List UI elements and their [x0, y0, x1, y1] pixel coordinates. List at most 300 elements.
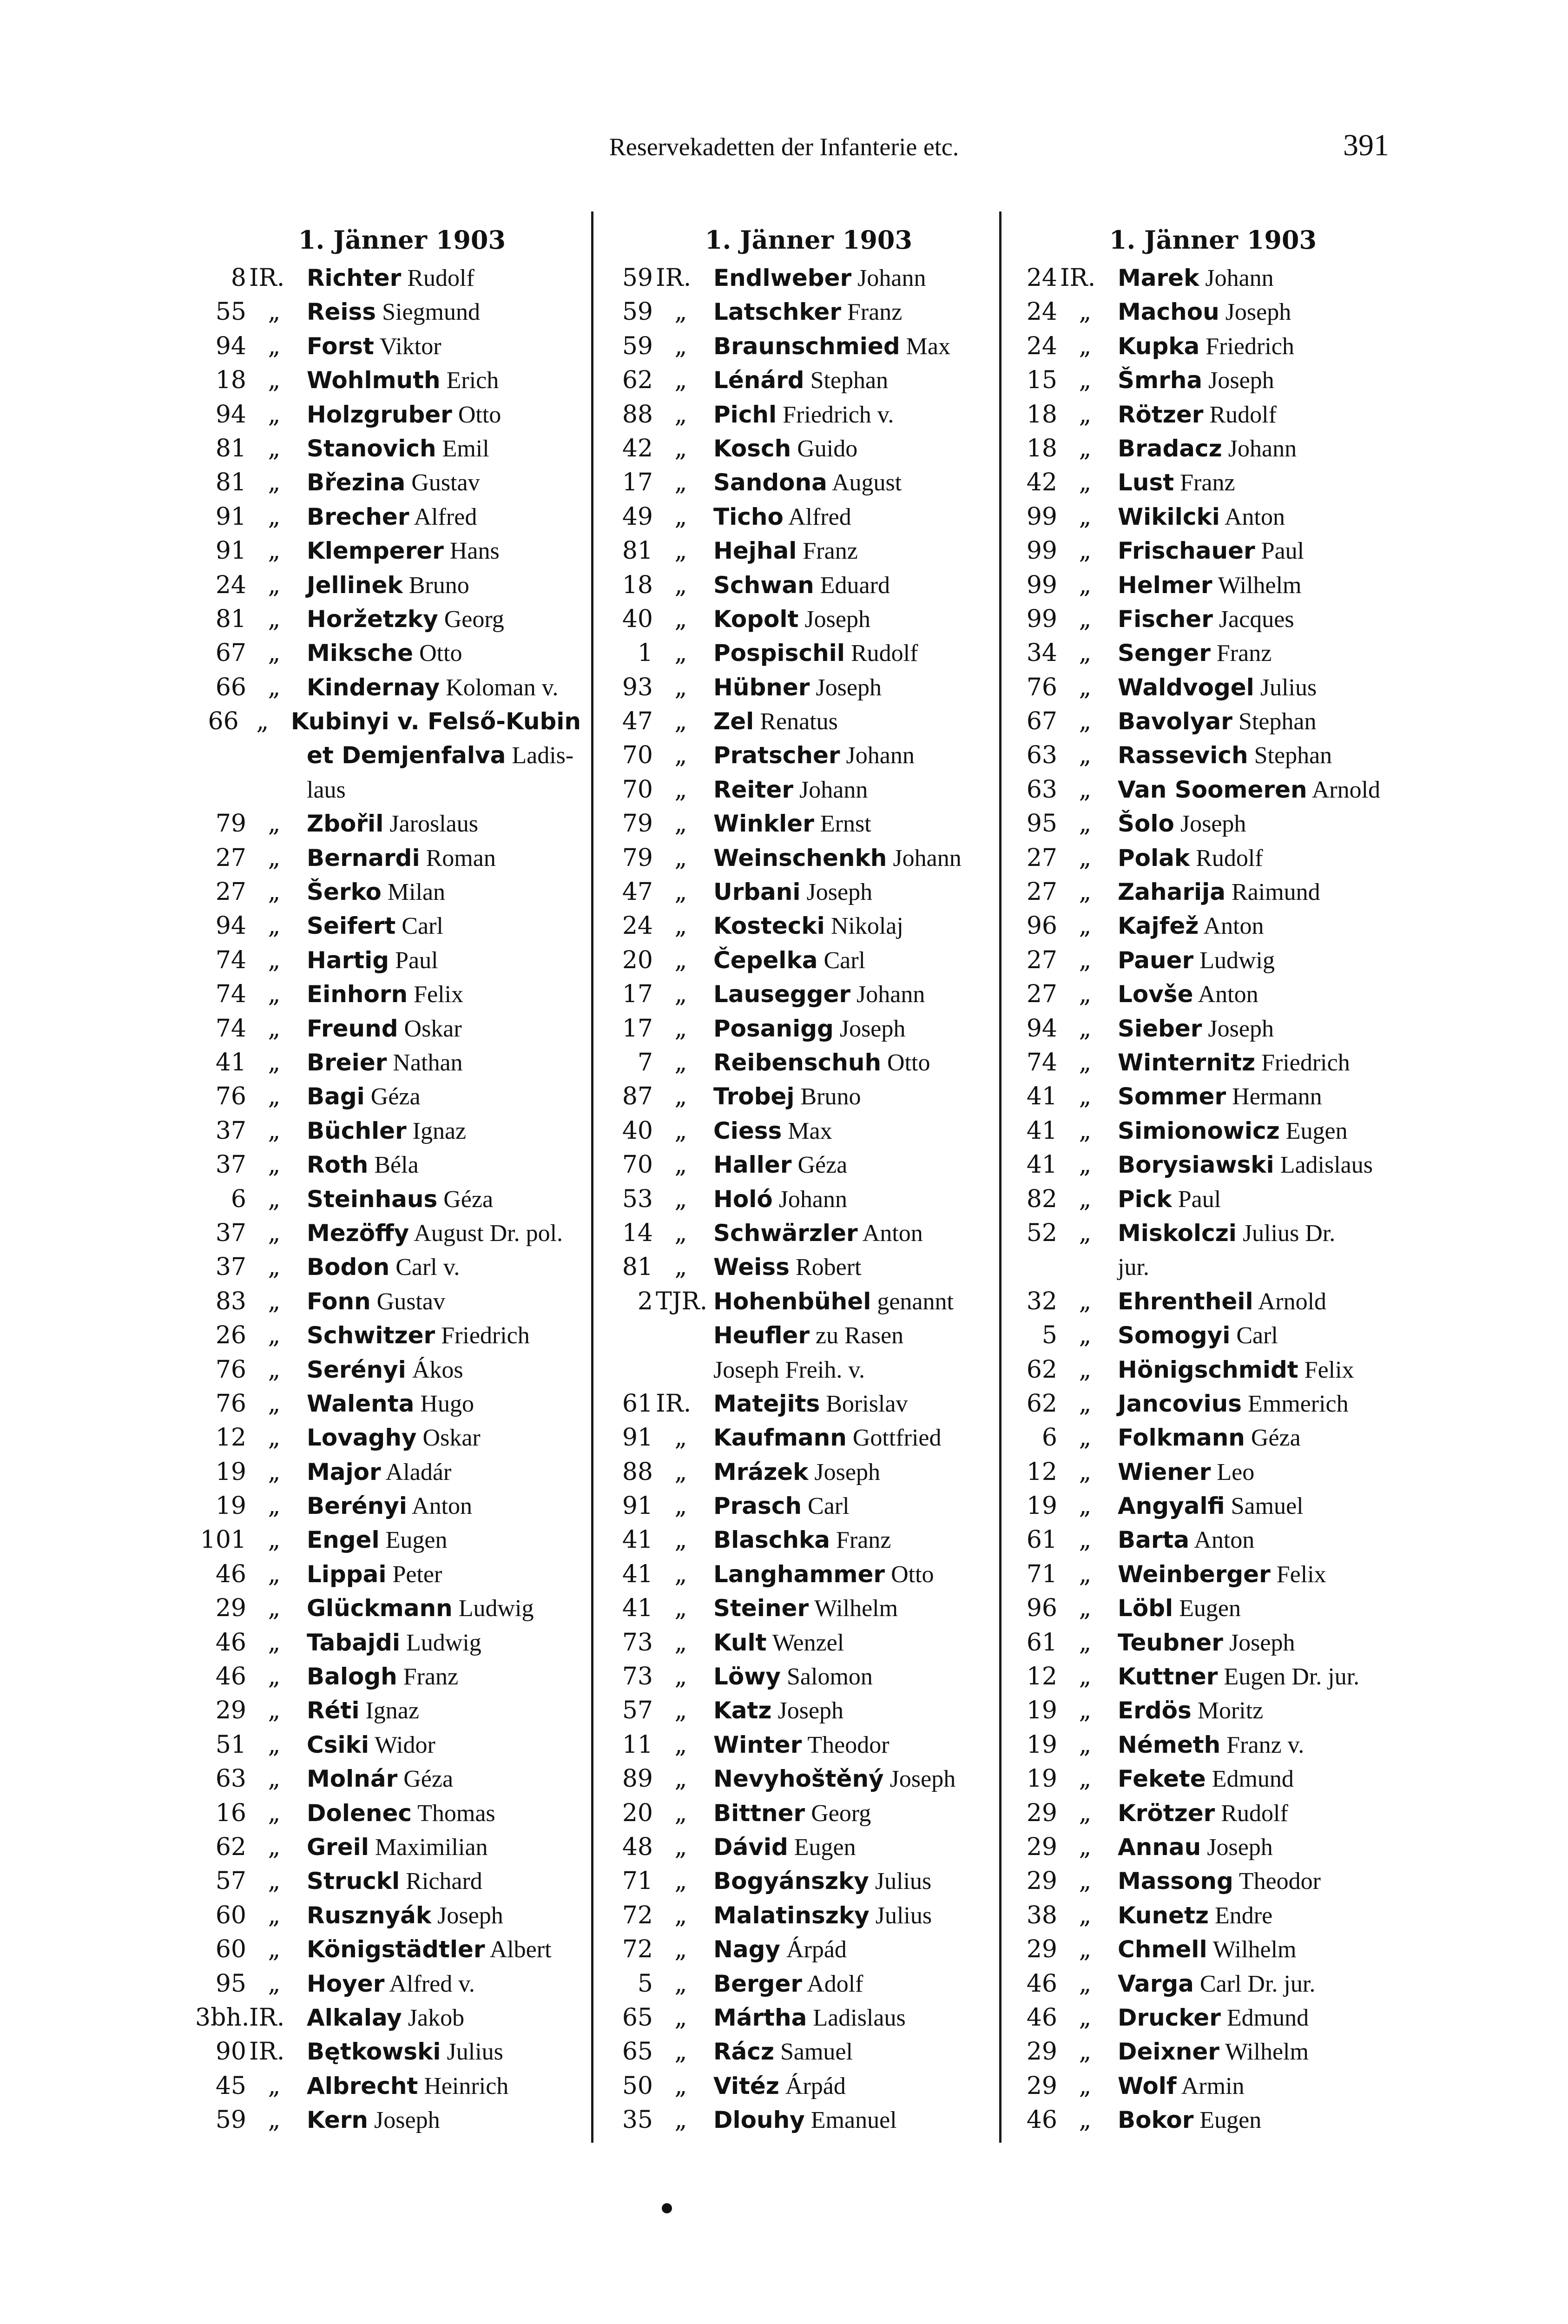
regiment-mark: „	[268, 1730, 281, 1759]
list-item	[195, 1660, 581, 1694]
regiment-mark: „	[674, 741, 687, 770]
list-item	[195, 1216, 581, 1250]
surname: Richter	[307, 264, 402, 291]
regiment-number: 1	[637, 639, 653, 667]
list-item	[602, 1933, 988, 1967]
given-name: Samuel	[774, 2039, 853, 2066]
regiment-mark: „	[674, 912, 687, 940]
list-item	[1006, 432, 1392, 466]
list-item	[195, 807, 581, 841]
regiment-mark: „	[674, 1185, 687, 1213]
person-name	[709, 739, 915, 772]
surname: Lovše	[1118, 981, 1193, 1008]
list-item	[1006, 636, 1392, 670]
regiment-mark: „	[268, 1014, 281, 1043]
surname: Balogh	[307, 1663, 397, 1690]
regiment-mark: „	[1079, 2038, 1092, 2066]
given-name: Alfred	[409, 503, 477, 530]
given-name: Erich	[440, 367, 499, 394]
given-name: Ludwig	[400, 1629, 481, 1656]
list-item	[195, 500, 581, 534]
regiment-number: 35	[622, 2106, 653, 2134]
list-item	[1006, 1046, 1392, 1080]
list-item	[602, 330, 988, 363]
regiment-mark: „	[1079, 502, 1092, 531]
person-name	[709, 295, 902, 329]
surname: Mrázek	[713, 1458, 809, 1486]
given-name: Adolf	[802, 1970, 863, 1997]
surname: Hartig	[307, 946, 389, 974]
given-name: Felix	[1270, 1561, 1326, 1588]
regiment-number	[195, 739, 246, 772]
regiment-number: 52	[1026, 1219, 1057, 1247]
regiment-mark	[653, 1319, 709, 1353]
surname: Einhorn	[307, 981, 408, 1008]
regiment-number: 76	[215, 1083, 246, 1111]
given-name: Joseph	[798, 606, 870, 633]
regiment-number: 6	[1041, 1424, 1057, 1452]
regiment-number: 19	[215, 1458, 246, 1486]
given-name: Carl	[817, 947, 865, 974]
list-item	[602, 875, 988, 909]
list-item	[1006, 739, 1392, 772]
given-name: Joseph	[1202, 367, 1274, 394]
given-name: Johann	[850, 981, 925, 1008]
surname: Waldvogel	[1118, 673, 1254, 701]
given-name: Rudolf	[844, 640, 918, 667]
list-item	[602, 1455, 988, 1489]
given-name: Otto	[413, 640, 462, 667]
person-name	[709, 1728, 889, 1762]
surname: Vitéz	[713, 2072, 779, 2100]
list-item	[1006, 1216, 1392, 1250]
regiment-number: 55	[215, 298, 246, 326]
given-name: Joseph	[808, 1459, 880, 1486]
regiment-mark: „	[1079, 1048, 1092, 1076]
regiment-mark: „	[1079, 1867, 1092, 1895]
list-item	[195, 2103, 581, 2137]
regiment-mark: „	[268, 946, 281, 974]
list-item	[602, 261, 988, 295]
list-item	[1006, 1148, 1392, 1182]
given-name: Georg	[805, 1800, 871, 1827]
person-name	[709, 2069, 846, 2103]
list-item	[195, 330, 581, 363]
given-name: Julius	[869, 1868, 932, 1895]
surname: Löwy	[713, 1663, 781, 1690]
person-name	[302, 2035, 503, 2069]
list-item	[602, 671, 988, 705]
regiment-mark: „	[1079, 878, 1092, 906]
regiment-number: 41	[1026, 1116, 1057, 1145]
list-item	[1006, 1523, 1392, 1557]
surname: Engel	[307, 1526, 380, 1554]
surname: Molnár	[307, 1765, 398, 1793]
regiment-number: 37	[215, 1219, 246, 1247]
given-name: Moritz	[1191, 1697, 1264, 1724]
list-item	[1006, 398, 1392, 432]
person-name	[1113, 568, 1302, 602]
given-name: Ernst	[814, 811, 871, 838]
person-name	[302, 1216, 563, 1250]
given-name: August	[827, 469, 902, 496]
surname: Šolo	[1118, 810, 1174, 838]
surname: Bętkowski	[307, 2038, 441, 2066]
regiment-mark: „	[1079, 741, 1092, 770]
given-name: Ladislaus	[807, 2004, 906, 2031]
printer-dot	[662, 2203, 672, 2213]
given-name: Emmerich	[1242, 1390, 1349, 1417]
person-name	[1113, 1216, 1335, 1250]
list-item	[195, 1114, 581, 1148]
regiment-mark: „	[1079, 639, 1092, 667]
person-name	[302, 1660, 458, 1694]
surname: Mezöffy	[307, 1219, 409, 1247]
regiment-number: 72	[622, 1901, 653, 1929]
surname: Langhammer	[713, 1560, 885, 1588]
person-name	[1113, 1830, 1273, 1864]
given-name: Oskar	[416, 1425, 481, 1452]
surname: Varga	[1118, 1970, 1194, 1997]
surname: Bagi	[307, 1083, 365, 1110]
given-name: Ladis-	[506, 742, 574, 769]
given-name: Carl	[1230, 1322, 1278, 1349]
regiment-mark: „	[268, 1799, 281, 1827]
list-item	[602, 1728, 988, 1762]
list-item	[1006, 330, 1392, 363]
regiment-number: 17	[622, 1014, 653, 1043]
person-name	[302, 568, 469, 602]
person-name	[1113, 1114, 1348, 1148]
regiment-number: 79	[622, 810, 653, 838]
list-item	[602, 2001, 988, 2035]
person-name	[709, 1694, 843, 1728]
regiment-number: 67	[215, 639, 246, 667]
person-name	[1113, 398, 1277, 432]
regiment-mark: IR.	[249, 2003, 285, 2032]
list-item	[602, 739, 988, 772]
list-item	[1006, 1728, 1392, 1762]
surname: Hejhal	[713, 537, 797, 565]
given-name: Ignaz	[359, 1697, 419, 1724]
surname: Rusznyák	[307, 1901, 432, 1929]
list-item	[602, 568, 988, 602]
given-name: Theodor	[1233, 1868, 1321, 1895]
list-item	[602, 1796, 988, 1830]
given-name: Eugen	[1193, 2107, 1262, 2134]
regiment-number: 91	[622, 1424, 653, 1452]
regiment-number: 42	[1026, 469, 1057, 497]
surname: Machou	[1118, 298, 1219, 326]
regiment-mark: „	[1079, 1663, 1092, 1691]
person-name	[1113, 1080, 1322, 1114]
surname: Zel	[713, 708, 754, 735]
regiment-mark: „	[268, 1935, 281, 1964]
regiment-mark: „	[268, 434, 281, 462]
given-name: Stephan	[1248, 742, 1332, 769]
surname: Seifert	[307, 912, 396, 940]
person-name	[709, 363, 888, 397]
column-divider	[999, 211, 1001, 2143]
regiment-number: 96	[1026, 1594, 1057, 1623]
regiment-mark: „	[1079, 1765, 1092, 1793]
given-name: Maximilian	[369, 1834, 488, 1861]
surname: Freund	[307, 1015, 398, 1042]
regiment-mark: IR.	[656, 1389, 692, 1418]
regiment-number: 46	[1026, 2106, 1057, 2134]
regiment-mark: „	[1079, 2003, 1092, 2032]
list-item	[1006, 909, 1392, 943]
surname: Dlouhy	[713, 2106, 805, 2134]
list-item	[195, 1796, 581, 1830]
person-name	[1113, 1387, 1349, 1421]
person-name	[1113, 295, 1291, 329]
regiment-mark: „	[268, 810, 281, 838]
regiment-mark: „	[674, 1560, 687, 1588]
regiment-mark: „	[1079, 298, 1092, 326]
given-name: Joseph	[1223, 1629, 1295, 1656]
regiment-mark: IR.	[656, 264, 692, 292]
surname: Sieber	[1118, 1015, 1202, 1042]
person-name	[709, 602, 870, 636]
surname: Čepelka	[713, 946, 818, 974]
regiment-mark: „	[268, 1901, 281, 1929]
regiment-number: 41	[1026, 1083, 1057, 1111]
regiment-number: 49	[622, 502, 653, 531]
person-name	[302, 909, 443, 943]
person-name	[709, 1387, 908, 1421]
surname: Miskolczi	[1118, 1219, 1237, 1247]
given-name: Carl	[395, 913, 443, 940]
regiment-mark: „	[268, 502, 281, 531]
regiment-number: 59	[215, 2106, 246, 2134]
regiment-mark: „	[674, 707, 687, 736]
regiment-mark: „	[268, 1458, 281, 1486]
surname: Mártha	[713, 2004, 807, 2031]
person-name	[1113, 363, 1274, 397]
person-name	[302, 1387, 474, 1421]
given-name: Hans	[443, 538, 500, 565]
surname: Zaharija	[1118, 878, 1226, 906]
surname: Pratscher	[713, 742, 840, 769]
regiment-mark: „	[1079, 1799, 1092, 1827]
regiment-mark: „	[1079, 1458, 1092, 1486]
regiment-number: 46	[215, 1560, 246, 1588]
person-name	[709, 432, 857, 466]
given-name: Otto	[881, 1049, 930, 1076]
person-name	[302, 1080, 421, 1114]
regiment-number: 94	[215, 400, 246, 429]
list-item	[1006, 1762, 1392, 1796]
regiment-number: 94	[1026, 1014, 1057, 1043]
list-item	[1006, 1353, 1392, 1387]
regiment-number: 18	[1026, 434, 1057, 462]
regiment-mark: „	[1079, 673, 1092, 701]
given-name: Franz	[830, 1527, 891, 1554]
surname: Steiner	[713, 1595, 809, 1622]
person-name	[709, 1353, 865, 1387]
surname: Tabajdi	[307, 1629, 401, 1656]
person-name	[302, 1148, 419, 1182]
given-name: Johann	[851, 265, 926, 291]
person-name	[302, 1250, 460, 1284]
given-name: Anton	[1199, 913, 1264, 940]
surname: Reibenschuh	[713, 1049, 882, 1076]
regiment-mark: „	[674, 434, 687, 462]
person-name	[1113, 944, 1275, 977]
given-name: Johann	[1199, 265, 1274, 291]
list-item	[602, 2035, 988, 2069]
person-name	[709, 1523, 891, 1557]
regiment-mark: „	[268, 2106, 281, 2134]
person-name	[1113, 1319, 1278, 1353]
regiment-number: 29	[1026, 1833, 1057, 1861]
list-item	[602, 1114, 988, 1148]
person-name	[302, 875, 445, 909]
list-item	[195, 671, 581, 705]
regiment-mark: „	[674, 1253, 687, 1281]
regiment-mark: „	[268, 1083, 281, 1111]
list-item	[1006, 1489, 1392, 1523]
regiment-mark: „	[1079, 1901, 1092, 1929]
given-name: Alfred	[783, 503, 851, 530]
given-name: August Dr. pol.	[409, 1220, 563, 1247]
person-name	[302, 807, 478, 841]
list-item	[602, 398, 988, 432]
list-item	[602, 1046, 988, 1080]
given-name: Ignaz	[406, 1117, 467, 1144]
surname: Wikilcki	[1118, 503, 1220, 530]
regiment-number: 29	[1026, 2072, 1057, 2100]
regiment-number: 62	[1026, 1389, 1057, 1418]
regiment-mark: „	[268, 1663, 281, 1691]
regiment-mark: „	[268, 332, 281, 360]
regiment-number: 62	[1026, 1355, 1057, 1384]
list-item	[195, 909, 581, 943]
surname: Serényi	[307, 1356, 406, 1383]
surname: Breier	[307, 1049, 387, 1076]
surname: Schwärzler	[713, 1219, 858, 1247]
person-name	[709, 1216, 923, 1250]
given-name: Anton	[1193, 981, 1258, 1008]
given-name: Rudolf	[1190, 845, 1263, 872]
list-item	[195, 602, 581, 636]
regiment-mark: „	[1079, 946, 1092, 974]
list-item	[195, 1387, 581, 1421]
given-name: Wilhelm	[809, 1595, 898, 1622]
person-name	[1113, 330, 1294, 363]
surname: Wohlmuth	[307, 367, 441, 394]
regiment-number: 41	[1026, 1151, 1057, 1179]
regiment-number: 47	[622, 878, 653, 906]
surname: Walenta	[307, 1390, 415, 1417]
list-item	[195, 2001, 581, 2035]
list-item	[602, 1319, 988, 1353]
surname: Königstädtler	[307, 1936, 485, 1963]
person-name	[302, 1489, 472, 1523]
surname: Pauer	[1118, 946, 1194, 974]
given-name: Otto	[452, 401, 501, 428]
surname: Kuttner	[1118, 1663, 1218, 1690]
surname: Krötzer	[1118, 1799, 1215, 1827]
surname: Ehrentheil	[1118, 1287, 1253, 1315]
regiment-number	[602, 1353, 653, 1387]
surname: Horžetzky	[307, 605, 438, 633]
given-name: Gottfried	[846, 1425, 942, 1452]
regiment-mark	[1057, 1250, 1113, 1284]
list-item	[602, 977, 988, 1011]
given-name: Ludwig	[452, 1595, 534, 1622]
regiment-number: 20	[622, 1799, 653, 1827]
person-name	[302, 1694, 419, 1728]
given-name: Julius	[1254, 674, 1317, 701]
given-name: Eugen	[1279, 1117, 1348, 1144]
list-item	[602, 1523, 988, 1557]
person-name	[302, 432, 489, 466]
regiment-mark: „	[268, 1048, 281, 1076]
person-name	[302, 671, 558, 705]
given-name: Hugo	[414, 1390, 474, 1417]
regiment-mark: „	[1079, 1969, 1092, 1998]
person-name	[1113, 602, 1294, 636]
given-name: Jakob	[402, 2004, 465, 2031]
given-name: Bruno	[794, 1083, 861, 1110]
regiment-number: 37	[215, 1253, 246, 1281]
list-item	[195, 363, 581, 397]
surname: Barta	[1118, 1526, 1190, 1554]
person-name	[1113, 2001, 1309, 2035]
given-name: Thomas	[412, 1800, 495, 1827]
surname: Bogyánszky	[713, 1868, 869, 1895]
surname: Kostecki	[713, 912, 825, 940]
list-item	[1006, 2035, 1392, 2069]
given-name: Friedrich	[1199, 333, 1294, 360]
list-item	[195, 1558, 581, 1591]
list-item	[195, 841, 581, 875]
surname: Senger	[1118, 640, 1211, 667]
regiment-number: 76	[1026, 673, 1057, 701]
list-item	[1006, 1864, 1392, 1898]
person-name	[302, 363, 499, 397]
regiment-mark: „	[268, 673, 281, 701]
regiment-number: 27	[215, 844, 246, 872]
list-item	[195, 295, 581, 329]
surname: Angyalfi	[1118, 1492, 1225, 1520]
person-name	[302, 841, 496, 875]
list-item	[195, 1250, 581, 1284]
regiment-mark: TJR.	[656, 1287, 708, 1315]
regiment-number: 73	[622, 1628, 653, 1657]
given-name: Heinrich	[418, 2073, 509, 2100]
person-name	[709, 671, 882, 705]
list-item	[1006, 773, 1392, 807]
given-name: Alfred v.	[384, 1970, 475, 1997]
regiment-mark: „	[268, 1833, 281, 1861]
regiment-number: 12	[215, 1424, 246, 1452]
surname: Réti	[307, 1697, 360, 1724]
list-item	[1006, 1626, 1392, 1660]
surname: Schwitzer	[307, 1322, 435, 1349]
surname: Dávid	[713, 1833, 788, 1861]
regiment-number: 63	[1026, 741, 1057, 770]
person-name	[302, 944, 438, 977]
given-name: Peter	[386, 1561, 442, 1588]
given-name: Siegmund	[376, 299, 480, 326]
regiment-mark	[246, 739, 302, 772]
regiment-mark: „	[268, 1321, 281, 1350]
person-name	[709, 773, 868, 807]
regiment-number: 48	[622, 1833, 653, 1861]
